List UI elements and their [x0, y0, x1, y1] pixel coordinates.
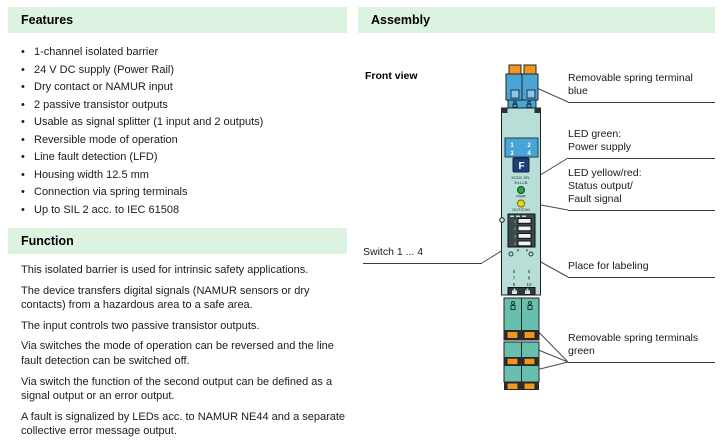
power-led-green: [518, 187, 525, 194]
svg-text:F: F: [518, 161, 525, 172]
callout-removable-terminals-green: Removable spring terminals green: [568, 332, 715, 363]
svg-text:6: 6: [527, 269, 531, 274]
svg-text:4: 4: [514, 242, 516, 246]
bullet-icon: •: [21, 63, 25, 76]
svg-text:3: 3: [514, 234, 516, 239]
list-item: • 2 passive transistor outputs: [21, 97, 347, 115]
paragraph: Via switch the function of the second output can be defined as a signal output or an error output.: [21, 375, 333, 403]
power-led-label: PWR: [516, 193, 526, 199]
product-label-line1: KCD2-SR-: [511, 175, 531, 180]
svg-text:4: 4: [527, 151, 531, 157]
list-item: • Reversible mode of operation: [21, 132, 347, 150]
svg-text:7: 7: [512, 275, 516, 281]
front-view-label: Front view: [365, 70, 418, 82]
list-item: • Connection via spring terminals: [21, 184, 347, 202]
features-title: Features: [21, 13, 74, 27]
status-led-label: OUT/CHK: [512, 207, 530, 212]
svg-text:2: 2: [514, 227, 516, 231]
bullet-icon: •: [21, 133, 25, 146]
paragraph: The device transfers digital signals (NAMUR sensors or dry contacts) from a hazardous area to a safe area.: [21, 284, 310, 312]
bullet-icon: •: [21, 116, 25, 128]
bullet-icon: •: [21, 168, 25, 181]
paragraph: A fault is signalized by LEDs acc. to NAMUR NE44 and a separate collective error message output.: [21, 410, 346, 438]
assembly-title: Assembly: [371, 13, 431, 27]
status-led-yellow: [518, 200, 525, 207]
callout-led-yellow-red: LED yellow/red: Status output/ Fault signal: [568, 167, 715, 211]
callout-place-for-labeling: Place for labeling: [568, 260, 715, 278]
svg-text:3: 3: [510, 151, 514, 157]
clamp-symbol-row: [508, 288, 535, 296]
paragraph: The input controls two passive transistor outputs.: [21, 319, 260, 332]
bullet-icon: •: [21, 81, 25, 93]
bullet-icon: •: [21, 46, 25, 58]
svg-text:2: 2: [527, 143, 531, 149]
list-item: • Line fault detection (LFD): [21, 149, 347, 167]
bullet-icon: •: [21, 98, 25, 111]
assembly-figure: [358, 33, 723, 448]
bullet-icon: •: [21, 186, 25, 198]
svg-text:1: 1: [510, 143, 514, 149]
list-item: • Housing width 12.5 mm: [21, 167, 347, 185]
svg-text:10: 10: [526, 282, 532, 287]
blue-terminal-block: [506, 65, 538, 108]
callout-switch-1-4: Switch 1 ... 4: [363, 246, 482, 264]
list-item: • 1-channel isolated barrier: [21, 44, 347, 62]
function-text: [21, 263, 349, 445]
features-section-header: [8, 7, 347, 33]
features-list: [21, 44, 347, 219]
bullet-icon: •: [21, 151, 25, 163]
paragraph: Via switches the mode of operation can be reversed and the line fault detection can be switched off.: [21, 340, 334, 367]
svg-text:1: 1: [514, 219, 516, 224]
green-terminal-block-1: [504, 298, 539, 340]
paragraph: This isolated barrier is used for intrinsic safety applications.: [21, 264, 309, 276]
list-item: • Usable as signal splitter (1 input and 2 outputs): [21, 114, 347, 132]
svg-text:5: 5: [512, 269, 516, 274]
svg-text:9: 9: [512, 282, 516, 287]
list-item: • Up to SIL 2 acc. to IEC 61508: [21, 202, 347, 220]
callout-removable-terminal-blue: Removable spring terminal blue: [568, 72, 715, 103]
list-item: • 24 V DC supply (Power Rail): [21, 62, 347, 80]
callout-led-green: LED green: Power supply: [568, 128, 715, 159]
svg-text:8: 8: [527, 275, 531, 281]
pepperl-fuchs-logo: [513, 158, 529, 172]
assembly-section-header: [358, 7, 715, 33]
function-section-header: [8, 228, 347, 254]
terminal-number-plate: [505, 138, 538, 157]
bullet-icon: •: [21, 203, 25, 216]
green-terminal-block-2: [504, 342, 539, 390]
function-title: Function: [21, 234, 74, 248]
product-label-line2: Ex1.LB: [514, 180, 528, 185]
list-item: • Dry contact or NAMUR input: [21, 79, 347, 97]
